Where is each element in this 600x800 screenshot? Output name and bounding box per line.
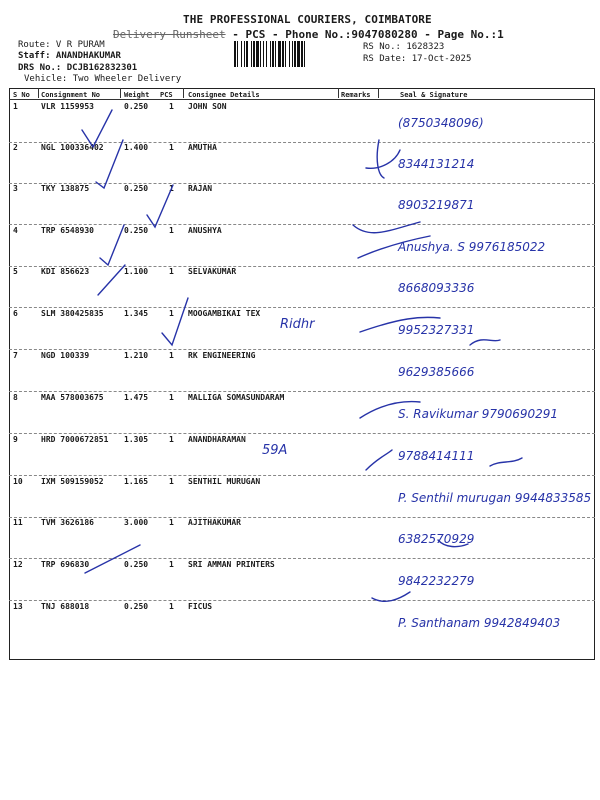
col-sno: S No xyxy=(13,91,30,99)
row-weight: 1.100 xyxy=(124,267,149,276)
row-sno: 8 xyxy=(13,393,18,402)
drs-line: DRS No.: DCJB162832301 xyxy=(18,63,138,73)
pcs-phone-line: - PCS - Phone No.:9047080280 - Page No.:1 xyxy=(232,28,504,41)
row-divider xyxy=(9,558,595,559)
row-sno: 2 xyxy=(13,143,18,152)
row-sno: 5 xyxy=(13,267,18,276)
row-sno: 10 xyxy=(13,477,23,486)
row-sno: 6 xyxy=(13,309,18,318)
row-pcs: 1 xyxy=(169,351,174,360)
row-consignment-no: TRP 6548930 xyxy=(41,226,94,235)
row-signature: Anushya. S 9976185022 xyxy=(398,240,546,254)
row-weight: 1.345 xyxy=(124,309,149,318)
barcode xyxy=(233,41,355,67)
row-pcs: 1 xyxy=(169,267,174,276)
row-divider xyxy=(9,433,595,434)
row-divider xyxy=(9,349,595,350)
row-pcs: 1 xyxy=(169,393,174,402)
rs-date: RS Date: 17-Oct-2025 xyxy=(363,54,472,64)
row-consignee: MOOGAMBIKAI TEX xyxy=(188,309,261,318)
col-sign: Seal & Signature xyxy=(400,91,468,99)
row-sno: 9 xyxy=(13,435,18,444)
row-signature: 8668093336 xyxy=(398,281,475,295)
row-sno: 13 xyxy=(13,602,23,611)
row-consignee: AMUTHA xyxy=(188,143,217,152)
row-consignee: SRI AMMAN PRINTERS xyxy=(188,560,275,569)
row-consignee: RAJAN xyxy=(188,184,213,193)
row-signature: 9952327331 xyxy=(398,323,475,337)
row-signature: 8344131214 xyxy=(398,157,475,171)
row-weight: 1.400 xyxy=(124,143,149,152)
col-sep xyxy=(338,88,339,98)
row-consignment-no: TNJ 688018 xyxy=(41,602,90,611)
row-consignment-no: IXM 509159052 xyxy=(41,477,104,486)
row-sno: 1 xyxy=(13,102,18,111)
row-signature: 9842232279 xyxy=(398,574,475,588)
row-weight: 1.475 xyxy=(124,393,149,402)
row-signature: 9788414111 xyxy=(398,449,475,463)
row-pcs: 1 xyxy=(169,184,174,193)
row-sno: 12 xyxy=(13,560,23,569)
row-consignment-no: NGL 100336402 xyxy=(41,143,104,152)
row-weight: 0.250 xyxy=(124,226,149,235)
row-weight: 0.250 xyxy=(124,184,149,193)
company-name: THE PROFESSIONAL COURIERS, COIMBATORE xyxy=(183,13,432,26)
col-remarks: Remarks xyxy=(341,91,371,99)
row-signature: S. Ravikumar 9790690291 xyxy=(398,407,559,421)
row-weight: 1.165 xyxy=(124,477,149,486)
row-sno: 7 xyxy=(13,351,18,360)
row-signature: (8750348096) xyxy=(398,116,484,130)
row-consignee: RK ENGINEERING xyxy=(188,351,256,360)
row-pcs: 1 xyxy=(169,560,174,569)
row-consignee: SENTHIL MURUGAN xyxy=(188,477,261,486)
row-pcs: 1 xyxy=(169,602,174,611)
row-pcs: 1 xyxy=(169,309,174,318)
header-divider xyxy=(9,99,595,100)
row-divider xyxy=(9,391,595,392)
row-consignment-no: KDI 856623 xyxy=(41,267,90,276)
row-signature: 8903219871 xyxy=(398,198,475,212)
col-sep xyxy=(120,88,121,98)
row-weight: 1.210 xyxy=(124,351,149,360)
row-consignment-no: TKY 138875 xyxy=(41,184,90,193)
row-weight: 1.305 xyxy=(124,435,149,444)
row-consignment-no: VLR 1159953 xyxy=(41,102,94,111)
row-pcs: 1 xyxy=(169,143,174,152)
route-line: Route: V R PURAM xyxy=(18,40,105,50)
row-consignee: SELVAKUMAR xyxy=(188,267,237,276)
col-weight: Weight xyxy=(124,91,150,99)
row-remark: Ridhr xyxy=(280,317,315,332)
row-signature: P. Santhanam 9942849403 xyxy=(398,616,561,630)
row-weight: 0.250 xyxy=(124,102,149,111)
col-sep xyxy=(378,88,379,98)
row-weight: 0.250 xyxy=(124,560,149,569)
col-sep xyxy=(38,88,39,98)
staff-line: Staff: ANANDHAKUMAR xyxy=(18,51,121,61)
row-divider xyxy=(9,475,595,476)
row-weight: 0.250 xyxy=(124,602,149,611)
row-consignee: AJITHAKUMAR xyxy=(188,518,241,527)
row-remark: 59A xyxy=(262,443,288,458)
row-consignment-no: HRD 7000672851 xyxy=(41,435,109,444)
doc-title: Delivery Runsheet xyxy=(113,28,226,41)
row-consignment-no: TVM 3626186 xyxy=(41,518,94,527)
row-consignee: JOHN SON xyxy=(188,102,227,111)
runsheet-table xyxy=(9,88,595,660)
row-pcs: 1 xyxy=(169,102,174,111)
row-pcs: 1 xyxy=(169,477,174,486)
col-consignee: Consignee Details xyxy=(188,91,260,99)
row-consignment-no: SLM 380425835 xyxy=(41,309,104,318)
row-signature: 6382570929 xyxy=(398,532,475,546)
row-sno: 11 xyxy=(13,518,23,527)
row-pcs: 1 xyxy=(169,518,174,527)
row-divider xyxy=(9,600,595,601)
row-consignment-no: NGD 100339 xyxy=(41,351,90,360)
row-divider xyxy=(9,224,595,225)
row-consignee: ANUSHYA xyxy=(188,226,222,235)
row-sno: 3 xyxy=(13,184,18,193)
col-consignment: Consignment No xyxy=(41,91,101,99)
row-divider xyxy=(9,517,595,518)
vehicle-line: Vehicle: Two Wheeler Delivery xyxy=(24,74,182,84)
col-pcs: PCS xyxy=(160,91,173,99)
document-subtitle xyxy=(113,28,504,41)
row-consignee: FICUS xyxy=(188,602,213,611)
row-consignment-no: MAA 578003675 xyxy=(41,393,104,402)
row-consignment-no: TRP 696830 xyxy=(41,560,90,569)
row-divider xyxy=(9,307,595,308)
row-sno: 4 xyxy=(13,226,18,235)
col-sep xyxy=(183,88,184,98)
row-weight: 3.000 xyxy=(124,518,149,527)
row-divider xyxy=(9,183,595,184)
row-signature: 9629385666 xyxy=(398,365,475,379)
row-pcs: 1 xyxy=(169,226,174,235)
row-signature: P. Senthil murugan 9944833585 xyxy=(398,491,592,505)
rs-number: RS No.: 1628323 xyxy=(363,42,445,52)
row-divider xyxy=(9,266,595,267)
row-consignee: ANANDHARAMAN xyxy=(188,435,246,444)
row-pcs: 1 xyxy=(169,435,174,444)
row-consignee: MALLIGA SOMASUNDARAM xyxy=(188,393,285,402)
